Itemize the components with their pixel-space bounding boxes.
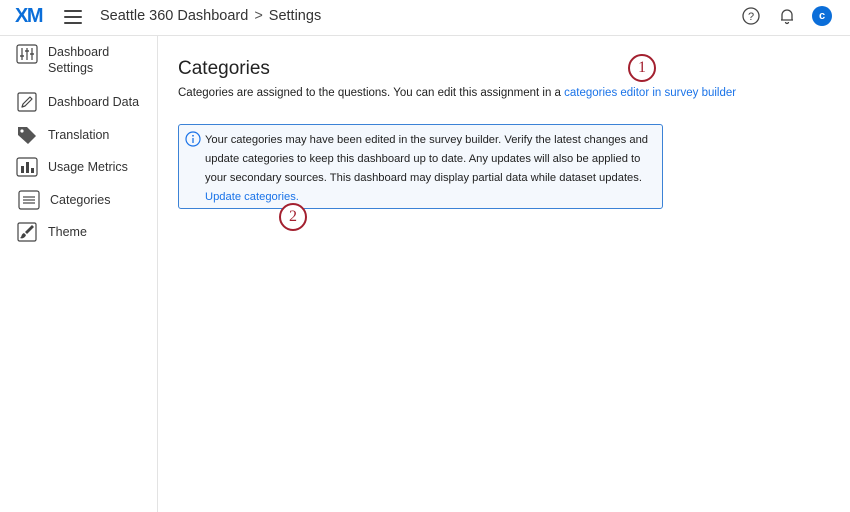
help-icon[interactable] <box>742 7 760 25</box>
sidebar-item-label: Theme <box>48 225 87 239</box>
page-title: Categories <box>178 58 270 79</box>
annotation-marker-1: 1 <box>628 54 656 82</box>
sidebar-item-dashboard-data[interactable] <box>0 92 158 112</box>
top-bar <box>0 0 850 36</box>
menu-icon[interactable] <box>64 10 82 24</box>
sliders-icon <box>16 44 38 64</box>
sidebar-item-label: Dashboard Settings <box>48 45 110 75</box>
list-icon <box>18 190 40 210</box>
bell-icon[interactable] <box>778 7 796 25</box>
categories-editor-link[interactable]: categories editor in survey builder <box>564 87 737 99</box>
breadcrumb <box>100 8 321 24</box>
breadcrumb-settings: Settings <box>268 8 322 24</box>
tag-icon <box>16 125 38 145</box>
annotation-marker-2: 2 <box>279 203 307 231</box>
sidebar-item-dashboard-settings[interactable] <box>0 44 158 78</box>
sidebar-item-translation[interactable] <box>0 125 158 145</box>
sidebar-item-usage-metrics[interactable] <box>0 157 158 177</box>
sidebar-item-label: Usage Metrics <box>48 160 128 174</box>
avatar[interactable]: c <box>812 6 832 26</box>
notice-text: Your categories may have been edited in the survey builder. Verify the latest changes and update categories to keep this dashboard up to date. Any updates will also be applied to your secondary sources. This dashboard may display partial data while dataset updates. Update categories. <box>205 134 649 203</box>
pencil-icon <box>16 92 38 112</box>
info-icon <box>185 131 201 147</box>
svg-text:?: ? <box>747 11 755 23</box>
sidebar <box>0 36 158 512</box>
page-description: Categories are assigned to the questions. You can edit this assignment in a categories editor in survey builder <box>178 87 737 99</box>
sidebar-item-label: Dashboard Data <box>48 95 140 109</box>
sidebar-item-theme[interactable] <box>0 222 158 242</box>
sidebar-item-label: Categories <box>50 193 111 207</box>
update-categories-link[interactable]: Update categories. <box>205 191 299 203</box>
breadcrumb-dashboard[interactable]: Seattle 360 Dashboard <box>100 8 249 24</box>
sidebar-item-label: Translation <box>48 128 110 142</box>
sidebar-item-categories[interactable] <box>0 190 158 210</box>
xm-logo[interactable]: XM <box>15 5 42 27</box>
update-notice <box>178 124 663 209</box>
bar-chart-icon <box>16 157 38 177</box>
breadcrumb-separator: > <box>254 8 263 24</box>
brush-icon <box>16 222 38 242</box>
